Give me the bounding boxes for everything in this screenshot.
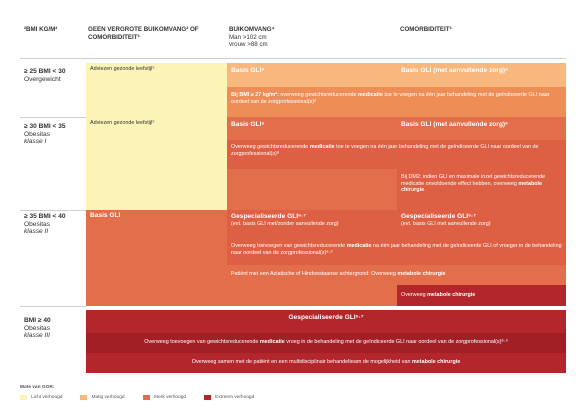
cell-medication-row2 bbox=[227, 140, 566, 169]
legend-swatch bbox=[143, 395, 150, 400]
legend-label: Licht verhoogd bbox=[31, 395, 63, 400]
text: Patiënt met een Aziatische of Hindoestaanse achtergrond: Overweeg bbox=[231, 271, 398, 277]
cell-title: Gespecialiseerde GLI⁶·⁷ bbox=[231, 213, 307, 220]
cell-basic-gli-care-row1: Basis GLI (met aanvullende zorg)⁶ bbox=[397, 63, 566, 87]
cell-surgery-row4 bbox=[86, 353, 566, 373]
legend-title: Mate van GGR: bbox=[20, 385, 55, 390]
text: Overweeg toevoegen van gewichtsreducerende bbox=[144, 339, 260, 345]
cell-text: Adviezen gezonde leefstijl⁵ bbox=[90, 66, 155, 72]
cell-empty-row3 bbox=[227, 285, 397, 306]
divider bbox=[20, 210, 86, 211]
text: metabole chirurgie bbox=[412, 359, 461, 365]
text: vroeg in de behandeling met de geïndiceerde GLI naar oordeel van de zorgprofessional(s)⁸·⁹ bbox=[284, 339, 508, 345]
cell-basic-gli-row2: Basis GLI⁶ bbox=[227, 117, 397, 140]
cell-surgery-row3 bbox=[397, 285, 566, 306]
divider bbox=[20, 58, 566, 59]
row-class: klasse III bbox=[24, 332, 51, 340]
row-range: ≥ 35 BMI < 40 bbox=[24, 213, 66, 220]
cell-advice-row2 bbox=[86, 117, 227, 210]
cell-specialised-gli-row3b bbox=[397, 210, 566, 238]
row-range: ≥ 30 BMI < 35 bbox=[24, 123, 66, 130]
text: Bij BMI ≥ 27 kg/m²: bbox=[231, 92, 281, 98]
legend-item bbox=[204, 395, 254, 400]
text: toe te voegen na één jaar behandeling met de geïndiceerde GLI naar oordeel van de zorgprofessional(s)⁸ bbox=[231, 144, 539, 157]
header-waist-men: Man >102 cm bbox=[229, 33, 267, 41]
header-comorbidity: COMORBIDITEIT³ bbox=[400, 26, 452, 33]
text: metabole chirurgie bbox=[427, 292, 476, 298]
row-class: klasse II bbox=[24, 228, 49, 236]
row-name: Obesitas bbox=[24, 220, 51, 228]
legend-label: Extreem verhoogd bbox=[215, 395, 255, 400]
header-bmi: ²BMI KG/M² bbox=[24, 26, 58, 33]
cell-medication-row4 bbox=[86, 333, 566, 353]
cell-asian-background bbox=[227, 265, 566, 285]
cell-medication-row3 bbox=[227, 238, 566, 265]
cell-medication-row1 bbox=[227, 87, 566, 117]
cell-title: Gespecialiseerde GLI⁶·⁷ bbox=[401, 213, 477, 220]
cell-dm2-surgery bbox=[397, 169, 566, 210]
legend-item bbox=[80, 395, 124, 400]
text: Overweeg gewichtsreducerende bbox=[231, 144, 310, 150]
cell-subtitle: (evt. basis GLI met/zonder aanvullende zorg) bbox=[231, 220, 339, 227]
text: toe te voegen na één jaar behandeling met de geïndiceerde GLI naar oordeel van de zorgprofessional(s)⁸ bbox=[231, 92, 550, 105]
cell-subtitle: (evt. basis GLI met aanvullende zorg) bbox=[401, 220, 491, 227]
cell-basic-gli-row3: Basis GLI bbox=[86, 210, 227, 306]
text: Overweeg toevoegen van gewichtsreducerende bbox=[231, 243, 347, 249]
cell-basic-gli-care-row2: Basis GLI (met aanvullende zorg)⁶ bbox=[397, 117, 566, 140]
text: metabole chirurgie bbox=[397, 271, 446, 277]
row-name: Overgewicht bbox=[24, 75, 61, 83]
header-waist bbox=[229, 26, 389, 49]
text: Bij DM2: indien GLI en maximale inzet gewichtsreducerende medicatie onvoldoende effect hebben, overweeg bbox=[401, 174, 546, 187]
row-name: Obesitas bbox=[24, 130, 51, 138]
cell-specialised-gli-row4: Gespecialiseerde GLI⁶·⁷ bbox=[86, 310, 566, 333]
cell-text: Adviezen gezonde leefstijl⁵ bbox=[90, 120, 155, 126]
text: overweeg gewichtsreducerende bbox=[280, 92, 359, 98]
text: metabole chirurgie bbox=[401, 180, 543, 194]
row-label-obesity-1 bbox=[24, 123, 84, 146]
row-label-overweight bbox=[24, 68, 84, 83]
text: medicatie bbox=[358, 92, 383, 98]
legend-label: Matig verhoogd bbox=[91, 395, 125, 400]
text: medicatie bbox=[346, 243, 372, 249]
cell-basic-gli-row1: Basis GLI⁶ bbox=[227, 63, 397, 87]
legend-swatch bbox=[204, 395, 211, 400]
header-no-risk: GEEN VERGROTE BUIKOMVANG² OF COMORBIDITEIT³ bbox=[88, 26, 199, 41]
text: medicatie bbox=[309, 144, 335, 150]
text: medicatie bbox=[259, 339, 285, 345]
divider bbox=[20, 306, 86, 307]
row-name: Obesitas bbox=[24, 324, 51, 332]
row-range: BMI ≥ 40 bbox=[24, 317, 51, 324]
text: na één jaar behandeling met de geïndiceerde GLI of vroeger in de behandeling naar oordeel van de zorgprofessional(s)⁸·⁹ bbox=[231, 243, 562, 256]
legend bbox=[20, 395, 440, 400]
row-class: klasse I bbox=[24, 138, 47, 146]
legend-label: Sterk verhoogd bbox=[153, 395, 187, 400]
row-range: ≥ 25 BMI < 30 bbox=[24, 68, 66, 75]
cell-specialised-gli-row3a bbox=[227, 210, 397, 238]
cell-advice-row1 bbox=[86, 63, 227, 117]
legend-item bbox=[20, 395, 62, 400]
row-label-obesity-2 bbox=[24, 213, 84, 236]
divider bbox=[20, 117, 86, 118]
text: Overweeg bbox=[401, 292, 428, 298]
header-waist-title: BUIKOMVANG⁴ bbox=[229, 26, 275, 33]
legend-swatch bbox=[20, 395, 27, 400]
cell-empty-row2 bbox=[227, 169, 397, 210]
header-waist-women: vrouw >88 cm bbox=[229, 41, 268, 48]
row-label-obesity-3 bbox=[24, 317, 84, 340]
legend-swatch bbox=[80, 395, 87, 400]
text: Overweeg samen met de patiënt en een multidisciplinair behandelteam de mogelijkheid van bbox=[191, 359, 412, 365]
legend-item bbox=[143, 395, 187, 400]
